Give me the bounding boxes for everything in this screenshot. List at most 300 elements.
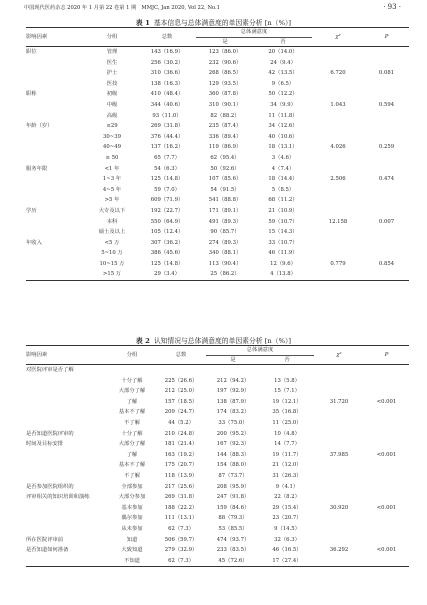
row-chi-square: 36.292 xyxy=(329,547,349,554)
row-group: 大部分了解 xyxy=(118,441,146,448)
row-group: 了解 xyxy=(126,451,138,458)
row-p-value xyxy=(364,492,409,503)
row-p-value xyxy=(364,376,409,387)
row-total: 93（11.0） xyxy=(152,112,182,119)
journal-citation: 中国现代医药杂志 2020 年 1 月第 22 卷第 1 期 MMJC, Jan 2020, Vol 22, No.1 xyxy=(24,5,220,11)
row-factor xyxy=(26,524,108,535)
row-total: 181（21.4） xyxy=(164,441,198,448)
row-chi-square: 6.720 xyxy=(330,70,346,77)
table-row xyxy=(26,206,409,217)
row-group: ≤29 xyxy=(106,123,118,130)
row-satisfied-no: 11（25.0） xyxy=(272,419,302,426)
row-chi-square xyxy=(312,206,364,217)
row-satisfied-yes: 235（87.4） xyxy=(208,123,242,130)
row-chi-square xyxy=(314,407,364,418)
row-p-value xyxy=(364,238,409,249)
row-satisfied-no: 22（8.2） xyxy=(274,494,300,501)
row-p-value xyxy=(364,79,409,90)
row-p-value xyxy=(364,47,409,58)
row-satisfied-no: 5（8.5） xyxy=(271,186,295,193)
row-chi-square xyxy=(314,386,364,397)
row-satisfied-no: 9（6.5） xyxy=(271,80,295,87)
row-satisfied-no: 42（13.5） xyxy=(268,70,298,77)
row-group: 不了解 xyxy=(124,472,140,479)
table1 xyxy=(26,27,409,281)
row-total: 54（6.3） xyxy=(154,165,180,172)
row-group: 1~3 年 xyxy=(102,176,122,183)
row-satisfied-yes: 154（88.0） xyxy=(216,462,250,469)
table-row xyxy=(26,217,409,228)
row-satisfied-yes: 247（91.8） xyxy=(216,494,250,501)
row-total: 307（36.2） xyxy=(150,239,184,246)
row-chi-square xyxy=(312,47,364,58)
row-group: <5 万 xyxy=(104,239,120,246)
row-total xyxy=(156,365,206,376)
row-satisfied-yes: 45（72.6） xyxy=(218,557,248,564)
row-satisfied-no: 23（20.7） xyxy=(272,515,302,522)
row-total: 125（14.8） xyxy=(150,176,184,183)
row-group: 大部分参加 xyxy=(118,494,146,501)
table-row xyxy=(26,227,409,238)
row-satisfied-yes: 82（88.2） xyxy=(210,112,240,119)
row-group: 高级 xyxy=(106,112,118,119)
row-total: 157（18.5） xyxy=(164,398,198,405)
table-row xyxy=(26,397,409,408)
row-group: ≥ 50 xyxy=(105,154,119,161)
table-row xyxy=(26,556,409,567)
row-group: 医技 xyxy=(106,80,118,87)
row-group: 中级 xyxy=(106,101,118,108)
row-p-value xyxy=(364,111,409,122)
header-no: 否 xyxy=(284,356,290,363)
row-group: 医生 xyxy=(106,59,118,66)
row-chi-square xyxy=(312,132,364,143)
row-factor: 是否知道如何准备 xyxy=(26,547,69,554)
row-factor xyxy=(26,174,86,185)
row-p-value: 0.259 xyxy=(378,144,395,151)
row-group: 全部参加 xyxy=(121,483,143,490)
row-total: 225（26.6） xyxy=(164,377,198,384)
row-group: 基本不了解 xyxy=(118,409,146,416)
row-factor: 时间及目标安排 xyxy=(26,441,64,448)
row-satisfied-yes: 33（75.0） xyxy=(218,419,248,426)
row-satisfied-no xyxy=(260,365,314,376)
row-group: 了解 xyxy=(126,398,138,405)
header-overall: 总体满意度 xyxy=(196,28,312,38)
row-satisfied-yes: 88（79.3） xyxy=(218,515,248,522)
row-total: 59（7.0） xyxy=(154,186,180,193)
row-total: 105（12.4） xyxy=(150,229,184,236)
row-factor: 所在医院评审前 xyxy=(26,536,64,543)
row-chi-square xyxy=(312,248,364,259)
row-total: 175（20.7） xyxy=(164,462,198,469)
row-satisfied-yes: 87（73.7） xyxy=(218,472,248,479)
row-group: 大部分了解 xyxy=(118,388,146,395)
row-chi-square xyxy=(314,460,364,471)
table-row xyxy=(26,535,409,546)
row-satisfied-yes xyxy=(206,365,260,376)
row-total: 44（5.2） xyxy=(168,419,194,426)
row-chi-square: 1.043 xyxy=(330,101,346,108)
row-group: 从未参加 xyxy=(121,525,143,532)
running-header xyxy=(0,0,427,14)
table-row xyxy=(26,89,409,100)
row-satisfied-yes: 159（84.6） xyxy=(216,504,250,511)
header-factor: 影响因素 xyxy=(26,351,48,358)
row-p-value xyxy=(364,89,409,100)
row-group: 十分了解 xyxy=(121,430,143,437)
row-total: 118（13.9） xyxy=(164,472,198,479)
row-p-value: <0.001 xyxy=(376,451,397,458)
table-row xyxy=(26,545,409,556)
row-satisfied-yes: 340（88.1） xyxy=(208,250,242,257)
row-group: 大致知道 xyxy=(121,547,143,554)
row-satisfied-no: 15（14.3） xyxy=(268,229,298,236)
row-factor: 服务年限 xyxy=(26,165,48,172)
row-chi-square xyxy=(314,535,364,546)
row-satisfied-no: 24（9.4） xyxy=(270,59,296,66)
table-row xyxy=(26,79,409,90)
table-row xyxy=(26,524,409,535)
row-total: 209（24.7） xyxy=(164,409,198,416)
row-group: 知道 xyxy=(126,536,138,543)
row-chi-square xyxy=(312,79,364,90)
row-satisfied-yes: 119（86.9） xyxy=(208,144,242,151)
row-p-value: 0.007 xyxy=(378,218,395,225)
row-chi-square xyxy=(312,89,364,100)
table-row xyxy=(26,513,409,524)
header-chi: χ² xyxy=(336,351,342,358)
row-p-value xyxy=(364,429,409,440)
row-factor: 评审相关的知识培训和演练 xyxy=(26,494,90,501)
row-p-value: 0.474 xyxy=(378,176,395,183)
row-factor: 职称 xyxy=(26,91,37,98)
row-group: 不知道 xyxy=(124,557,140,564)
row-p-value xyxy=(364,164,409,175)
row-p-value: <0.001 xyxy=(376,547,397,554)
row-total: 62（7.3） xyxy=(168,557,194,564)
row-p-value xyxy=(364,386,409,397)
row-satisfied-yes: 274（89.3） xyxy=(208,239,242,246)
row-satisfied-yes: 208（95.9） xyxy=(216,483,250,490)
row-factor xyxy=(26,185,86,196)
row-p-value: 0.081 xyxy=(378,70,395,77)
row-chi-square xyxy=(314,556,364,567)
header-overall: 总体满意度 xyxy=(206,346,314,356)
row-chi-square: 37.985 xyxy=(329,451,349,458)
row-factor xyxy=(26,100,86,111)
row-satisfied-no: 34（12.6） xyxy=(268,123,298,130)
row-p-value: <0.001 xyxy=(376,398,397,405)
row-total: 29（3.4） xyxy=(154,271,180,278)
row-p-value xyxy=(364,482,409,493)
row-satisfied-yes: 310（90.1） xyxy=(208,101,242,108)
row-chi-square xyxy=(314,376,364,387)
row-total: 125（14.8） xyxy=(150,260,184,267)
table-row xyxy=(26,164,409,175)
header-total: 总数 xyxy=(161,33,173,40)
table-row xyxy=(26,365,409,376)
row-chi-square xyxy=(312,185,364,196)
header-yes: 是 xyxy=(230,356,236,363)
row-chi-square xyxy=(314,492,364,503)
row-group: 5~10 万 xyxy=(101,250,123,257)
row-satisfied-yes: 90（85.7） xyxy=(210,229,240,236)
row-total: 506（59.7） xyxy=(164,536,198,543)
row-satisfied-no: 17（27.4） xyxy=(272,557,302,564)
row-satisfied-yes: 360（87.8） xyxy=(208,91,242,98)
row-total: 188（22.2） xyxy=(164,504,198,511)
table-row xyxy=(26,376,409,387)
row-factor xyxy=(26,111,86,122)
row-chi-square: 30.920 xyxy=(329,504,349,511)
table2 xyxy=(26,345,409,567)
row-factor xyxy=(26,58,86,69)
row-group: 本科 xyxy=(106,218,118,225)
row-factor xyxy=(26,471,108,482)
row-factor: 学历 xyxy=(26,207,37,214)
row-chi-square xyxy=(314,439,364,450)
row-total: 192（22.7） xyxy=(150,207,184,214)
row-satisfied-no: 19（11.7） xyxy=(272,451,302,458)
row-total: 217（25.6） xyxy=(164,483,198,490)
row-satisfied-no: 50（12.2） xyxy=(268,91,298,98)
row-chi-square xyxy=(314,429,364,440)
row-p-value xyxy=(364,407,409,418)
table-row xyxy=(26,121,409,132)
row-group: 30~39 xyxy=(103,133,121,140)
row-factor: 年龄（岁） xyxy=(26,123,53,130)
table2-label: 表 2 xyxy=(135,337,150,345)
row-satisfied-yes: 25（86.2） xyxy=(210,271,240,278)
row-satisfied-yes: 174（83.2） xyxy=(216,409,250,416)
row-factor xyxy=(26,503,108,514)
row-chi-square xyxy=(312,121,364,132)
row-group: 十分了解 xyxy=(121,377,143,384)
header-total: 总数 xyxy=(175,351,187,358)
table-row xyxy=(26,503,409,514)
row-chi-square xyxy=(314,513,364,524)
row-total: 210（24.8） xyxy=(164,430,198,437)
row-satisfied-no: 15（7.1） xyxy=(274,388,300,395)
row-group: 初级 xyxy=(106,91,118,98)
table1-title: 基本信息与总体满意度的单因素分析 [n（%）] xyxy=(153,19,292,27)
row-satisfied-no: 9（4.1） xyxy=(275,483,299,490)
row-p-value xyxy=(364,227,409,238)
table-row xyxy=(26,407,409,418)
row-total: 269（31.8） xyxy=(150,123,184,130)
row-group: 基本不了解 xyxy=(118,462,146,469)
row-satisfied-no: 20（14.0） xyxy=(268,49,298,55)
row-factor xyxy=(26,259,86,270)
row-p-value xyxy=(364,524,409,535)
row-factor xyxy=(26,68,86,79)
header-yes: 是 xyxy=(222,38,228,45)
table2-caption xyxy=(0,335,427,345)
row-satisfied-yes: 336（89.4） xyxy=(208,133,242,140)
row-factor: 是否参加医院组织的 xyxy=(26,483,74,490)
row-chi-square: 4.026 xyxy=(330,144,346,151)
row-group: 基本参加 xyxy=(121,504,143,511)
row-satisfied-yes: 474（93.7） xyxy=(216,536,250,543)
header-chi: χ² xyxy=(335,33,341,40)
row-total: 269（31.8） xyxy=(164,494,198,501)
row-total: 344（40.6） xyxy=(150,101,184,108)
row-total: 386（45.6） xyxy=(150,250,184,257)
row-chi-square: 0.779 xyxy=(330,260,346,267)
table-row xyxy=(26,58,409,69)
row-satisfied-yes: 233（83.5） xyxy=(216,547,250,554)
row-satisfied-yes: 123（86.0） xyxy=(208,49,242,55)
row-p-value xyxy=(364,195,409,206)
table-row xyxy=(26,248,409,259)
table1-caption xyxy=(0,17,427,27)
row-total: 279（32.9） xyxy=(164,547,198,554)
row-group xyxy=(108,365,156,376)
row-factor: 年收入 xyxy=(26,239,42,246)
row-factor xyxy=(26,269,86,280)
row-factor: 职位 xyxy=(26,49,37,55)
row-total: 212（25.0） xyxy=(164,388,198,395)
row-total: 62（7.3） xyxy=(168,525,194,532)
row-satisfied-yes: 197（92.9） xyxy=(216,388,250,395)
row-chi-square xyxy=(312,153,364,164)
table-row xyxy=(26,132,409,143)
table-row xyxy=(26,386,409,397)
row-chi-square xyxy=(312,269,364,280)
row-p-value xyxy=(364,248,409,259)
row-group: 不了解 xyxy=(124,419,140,426)
row-satisfied-no: 4（7.4） xyxy=(271,165,295,172)
row-chi-square xyxy=(314,482,364,493)
row-factor xyxy=(26,217,86,228)
row-satisfied-no: 46（11.9） xyxy=(268,250,298,257)
row-total: 65（7.7） xyxy=(154,154,180,161)
row-satisfied-yes: 129（93.5） xyxy=(208,80,242,87)
row-chi-square xyxy=(312,111,364,122)
row-p-value xyxy=(364,153,409,164)
row-satisfied-yes: 212（94.2） xyxy=(216,377,250,384)
row-p-value xyxy=(364,513,409,524)
row-total: 111（13.1） xyxy=(164,515,198,522)
row-total: 137（16.2） xyxy=(150,144,184,151)
row-satisfied-no: 21（10.9） xyxy=(268,207,298,214)
row-group: <1 年 xyxy=(104,165,120,172)
row-chi-square xyxy=(312,195,364,206)
row-satisfied-no: 32（6.3） xyxy=(274,536,300,543)
row-factor xyxy=(26,460,108,471)
row-satisfied-no: 4（13.8） xyxy=(270,271,296,278)
row-satisfied-yes: 541（88.8） xyxy=(208,197,242,204)
row-chi-square xyxy=(314,418,364,429)
row-group: 偶尔参加 xyxy=(121,515,143,522)
row-factor xyxy=(26,153,86,164)
row-total: 310（36.6） xyxy=(150,70,184,77)
row-satisfied-no: 21（12.0） xyxy=(272,462,302,469)
row-chi-square xyxy=(314,471,364,482)
table2-title: 认知情况与总体满意度的单因素分析 [n（%）] xyxy=(153,337,292,345)
row-satisfied-yes: 268（86.5） xyxy=(208,70,242,77)
row-factor xyxy=(26,407,108,418)
header-factor: 影响因素 xyxy=(26,33,48,40)
row-satisfied-no: 35（16.8） xyxy=(272,409,302,416)
header-p: P xyxy=(384,33,389,40)
row-satisfied-yes: 53（85.5） xyxy=(218,525,248,532)
row-chi-square xyxy=(312,164,364,175)
header-p: P xyxy=(384,351,389,358)
row-chi-square xyxy=(314,524,364,535)
row-satisfied-no: 9（14.5） xyxy=(274,525,300,532)
row-satisfied-no: 3（4.6） xyxy=(271,154,295,161)
row-factor xyxy=(26,132,86,143)
row-group: 硕士及以上 xyxy=(98,229,126,236)
row-satisfied-yes: 200（95.2） xyxy=(216,430,250,437)
row-satisfied-yes: 50（92.6） xyxy=(210,165,240,172)
row-satisfied-no: 59（10.7） xyxy=(268,218,298,225)
row-satisfied-no: 12（9.6） xyxy=(270,260,296,267)
row-satisfied-yes: 62（95.4） xyxy=(210,154,240,161)
table-row xyxy=(26,439,409,450)
table-row xyxy=(26,47,409,58)
row-p-value xyxy=(364,365,409,376)
row-chi-square xyxy=(314,365,364,376)
row-factor xyxy=(26,513,108,524)
row-p-value xyxy=(364,460,409,471)
row-p-value xyxy=(364,206,409,217)
table-row xyxy=(26,100,409,111)
table-row xyxy=(26,482,409,493)
row-total: 256（30.2） xyxy=(150,59,184,66)
row-group: 40~49 xyxy=(103,144,121,151)
row-p-value xyxy=(364,471,409,482)
row-satisfied-no: 33（10.7） xyxy=(268,239,298,246)
header-group: 分组 xyxy=(126,351,138,358)
row-satisfied-yes: 107（85.6） xyxy=(208,176,242,183)
row-satisfied-no: 13（5.8） xyxy=(274,377,300,384)
row-chi-square xyxy=(312,58,364,69)
table-row xyxy=(26,153,409,164)
row-total: 410（48.4） xyxy=(150,91,184,98)
row-group: 管理 xyxy=(106,49,118,55)
row-chi-square: 2.506 xyxy=(330,176,346,183)
row-group: >15 万 xyxy=(102,271,122,278)
row-total: 609（71.9） xyxy=(150,197,184,204)
row-p-value xyxy=(364,185,409,196)
table-row xyxy=(26,174,409,185)
table-row xyxy=(26,269,409,280)
table-row xyxy=(26,259,409,270)
row-group: >5 年 xyxy=(104,197,120,204)
page-number: · 93 · xyxy=(383,3,401,11)
row-group: 大专及以下 xyxy=(98,207,126,214)
table-row xyxy=(26,418,409,429)
row-factor xyxy=(26,556,108,567)
row-chi-square: 12.158 xyxy=(328,218,348,225)
table-row xyxy=(26,429,409,440)
row-satisfied-no: 68（11.2） xyxy=(268,197,298,204)
row-total: 550（64.9） xyxy=(150,218,184,225)
row-factor xyxy=(26,418,108,429)
row-factor xyxy=(26,195,86,206)
row-factor: 是否知道医院评审的 xyxy=(26,430,74,437)
table-row xyxy=(26,111,409,122)
row-factor xyxy=(26,450,108,461)
row-group: 4~5 年 xyxy=(102,186,122,193)
row-p-value xyxy=(364,418,409,429)
row-satisfied-yes: 491（89.3） xyxy=(208,218,242,225)
row-factor xyxy=(26,248,86,259)
table-row xyxy=(26,195,409,206)
